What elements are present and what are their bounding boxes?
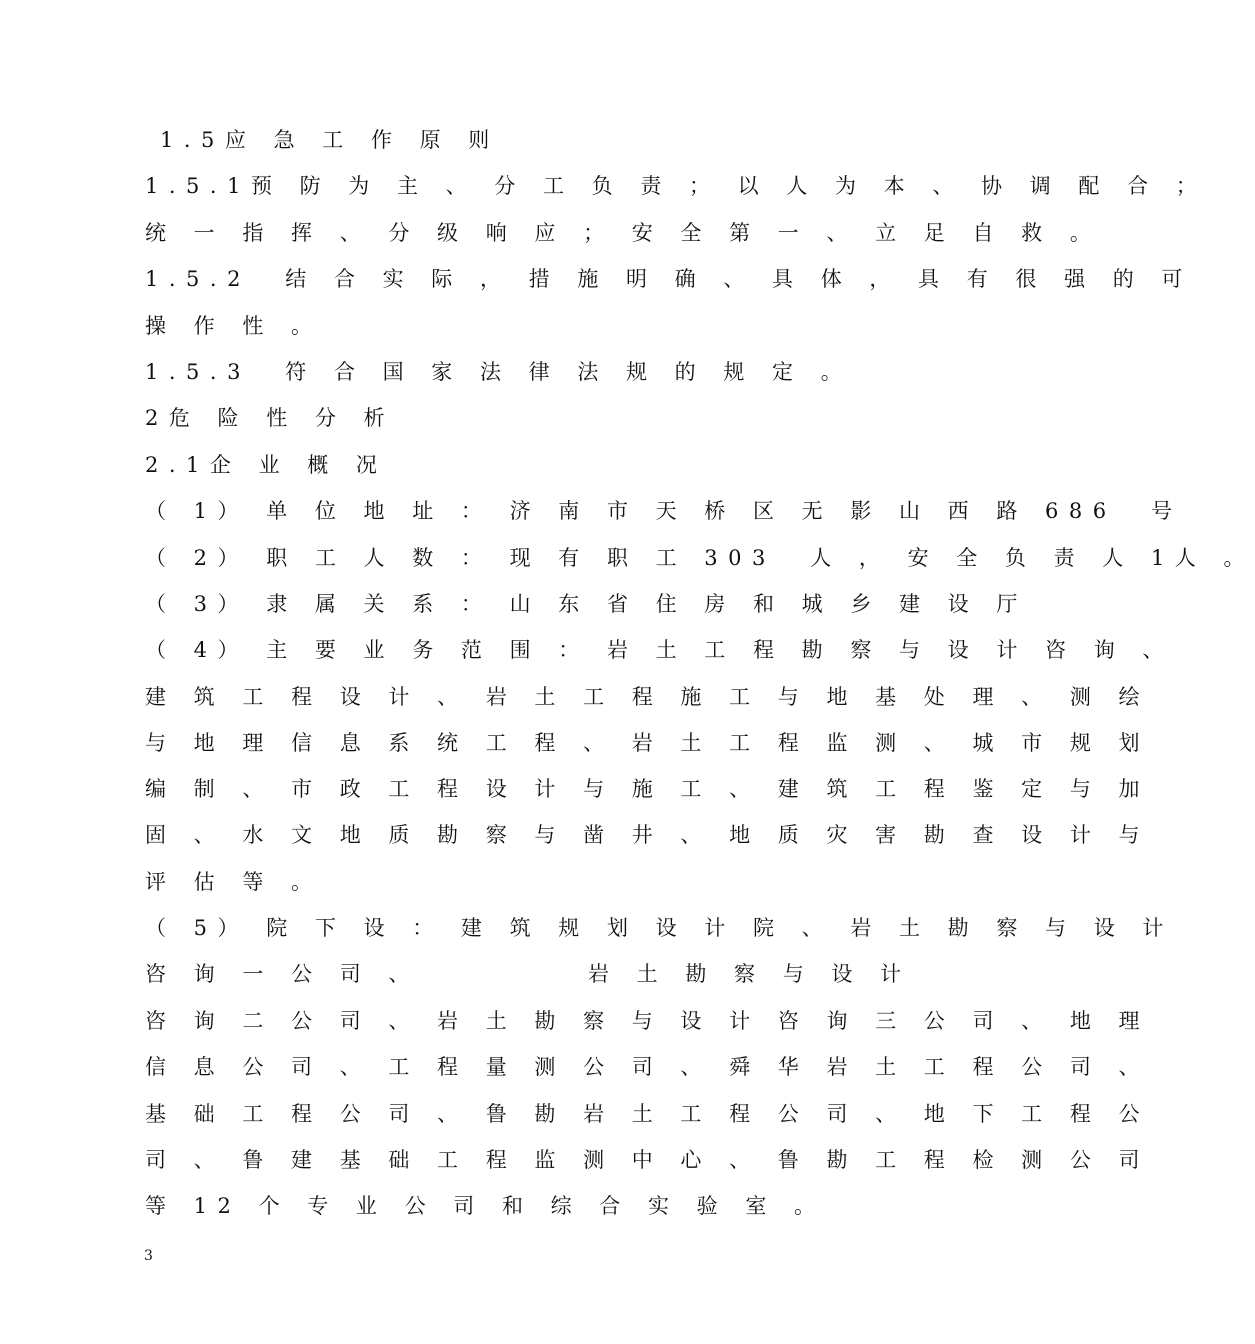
text-line: 基 础 工 程 公 司 、 鲁 勘 岩 土 工 程 公 司 、 地 下 工 程 公 [145,1102,1151,1126]
text-line: （ 2） 职 工 人 数 ： 现 有 职 工 303 人 ， 安 全 负 责 人 1人 。 [145,546,1255,570]
text-line: 1.5.1预 防 为 主 、 分 工 负 责 ； 以 人 为 本 、 协 调 配 合 ； [145,174,1208,198]
text-line: 咨 询 一 公 司 、 [145,962,420,986]
text-line: （ 1） 单 位 地 址 ： 济 南 市 天 桥 区 无 影 山 西 路 686 号 [145,499,1183,523]
text-line: 咨 询 二 公 司 、 岩 土 勘 察 与 设 计 咨 询 三 公 司 、 地 理 [145,1009,1151,1033]
heading-2: 2危 险 性 分 析 [145,406,396,430]
text-line: 等 12 个 专 业 公 司 和 综 合 实 验 室 。 [145,1194,826,1218]
text-line: （ 4） 主 要 业 务 范 围 ： 岩 土 工 程 勘 察 与 设 计 咨 询 、 [145,638,1174,662]
text-line: 1.5.3 符 合 国 家 法 律 法 规 的 规 定 。 [145,360,853,384]
heading-2-1: 2.1企 业 概 况 [145,453,388,477]
page-number: 3 [144,1248,153,1264]
text-line: 固 、 水 文 地 质 勘 察 与 凿 井 、 地 质 灾 害 勘 查 设 计 与 [145,823,1151,847]
text-line: （ 5） 院 下 设 ： 建 筑 规 划 设 计 院 、 岩 土 勘 察 与 设 计 [145,916,1174,940]
heading-1-5: 1.5应 急 工 作 原 则 [160,128,500,152]
text-line: （ 3） 隶 属 关 系 ： 山 东 省 住 房 和 城 乡 建 设 厅 [145,592,1028,616]
text-line: 1.5.2 结 合 实 际 ， 措 施 明 确 、 具 体 ， 具 有 很 强 的 可 [145,267,1193,291]
text-line: 评 估 等 。 [145,870,323,894]
text-line: 信 息 公 司 、 工 程 量 测 公 司 、 舜 华 岩 土 工 程 公 司 、 [145,1055,1151,1079]
text-line: 编 制 、 市 政 工 程 设 计 与 施 工 、 建 筑 工 程 鉴 定 与 加 [145,777,1151,801]
text-line: 司 、 鲁 建 基 础 工 程 监 测 中 心 、 鲁 勘 工 程 检 测 公 司 [145,1148,1151,1172]
text-line: 建 筑 工 程 设 计 、 岩 土 工 程 施 工 与 地 基 处 理 、 测 绘 [145,685,1151,709]
text-line-right-fragment: 岩 土 勘 察 与 设 计 [588,962,912,986]
text-line: 操 作 性 。 [145,314,323,338]
text-line: 统 一 指 挥 、 分 级 响 应 ； 安 全 第 一 、 立 足 自 救 。 [145,221,1102,245]
text-line: 与 地 理 信 息 系 统 工 程 、 岩 土 工 程 监 测 、 城 市 规 划 [145,731,1151,755]
